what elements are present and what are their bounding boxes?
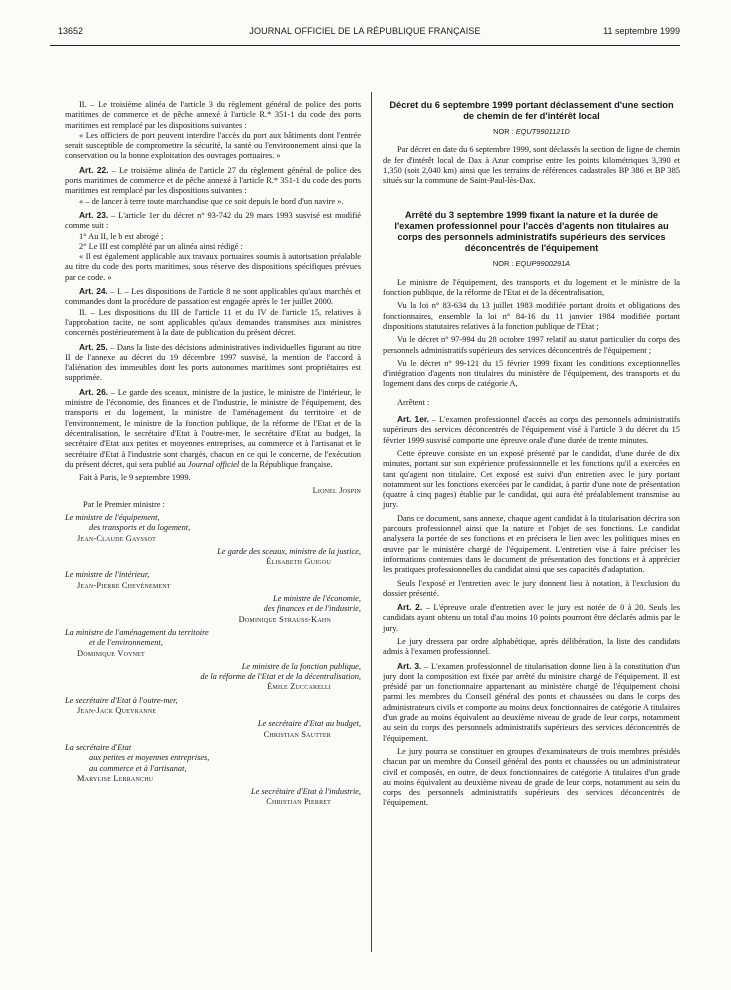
preamble: Le ministre de l'équipement, des transports et du logement et le ministre de la fonction publique, de la réforme de l'Etat et de la décentralisation, (383, 277, 680, 298)
signatory-name: Dominique Strauss-Kahn (238, 614, 331, 624)
article-text: – L'article 1er du décret n° 93-742 du 29 mars 1993 susvisé est modifié comme suit : (65, 210, 361, 231)
signatory-role: Le ministre de la fonction publique, (241, 661, 361, 671)
signature (65, 662, 361, 693)
decree-text: Par décret en date du 6 septembre 1999, sont déclassés la section de ligne de chemin de fer d'intérêt local de Dax à Azur comprise entre les points kilométriques 3,390 et 1,350 (soit 2,040 km) ainsi que les terrains de références cadastrales BP 386 et BP 385 situés sur la commune de Saint-Paul-lès-Dax. (383, 145, 680, 186)
article-label: Art. 1er. (397, 414, 429, 425)
article-text: – L'examen professionnel d'accès au corps des personnels administratifs supérieurs des services déconcentrés de l'équipement visé à l'article 3 du décret du 15 février 1999 susvisé comporte une épreuve orale d'une durée de trente minutes. (383, 415, 680, 445)
article-label: Art. 25. (79, 341, 108, 352)
for-prime-minister: Par le Premier ministre : (83, 499, 165, 509)
article-text: – Dans la liste des décisions administratives individuelles figurant au titre II de l'annexe au décret du 19 décembre 1997 susvisé, la mention de l'accord à l'aliénation des immeubles dont les ports autonomes maritimes sont propriétaires est supprimée. (65, 342, 361, 383)
visa: Vu le décret n° 99-121 du 15 février 1999 fixant les conditions exceptionnelles d'intégration d'agents non titulaires du ministère de l'équipement, des transports et du logement dans des corps de catégorie A, (383, 358, 680, 389)
signatory-name: Jean-Pierre Chevènement (77, 580, 171, 590)
signatory-name: Émile Zuccarelli (267, 682, 331, 692)
article-23 (65, 210, 361, 232)
article-25 (65, 342, 361, 384)
signatory-role: Le secrétaire d'Etat à l'outre-mer, (65, 695, 178, 705)
signatory-role: Le garde des sceaux, ministre de la justice, (217, 546, 361, 556)
signature (65, 570, 361, 591)
signatory-role: La secrétaire d'Etat (65, 742, 132, 752)
signatory-role: aux petites et moyennes entreprises, (89, 753, 210, 763)
page-header (50, 24, 680, 40)
paragraph: Dans ce document, sans annexe, chaque agent candidat à la titularisation décrira son parcours professionnel ainsi que la nature et l'objet de ses fonctions. Le candidat analysera la portée de ses fonctions et en précisera le lien avec les politiques mises en œuvre par le ministère chargé de l'équipement. L'entretien vise à faire préciser les informations contenues dans le document de présentation des fonctions et à apprécier les pratiques professionnelles du candidat ainsi que ses capacités d'adaptation. (383, 513, 680, 575)
prime-minister-signature (65, 486, 361, 496)
article-3 (383, 661, 680, 744)
article-2 (383, 602, 680, 634)
signatory-name: Jean-Claude Gayssot (77, 533, 157, 543)
issue-date: 11 septembre 1999 (603, 26, 680, 36)
journal-reference: Journal officiel (187, 459, 240, 469)
signature (65, 787, 361, 808)
nor-code: EQUP9900291A (515, 259, 571, 269)
nor-label: NOR : (492, 259, 516, 269)
paragraph: Seuls l'exposé et l'entretien avec le jury donnent lieu à notation, à l'exclusion du dossier présenté. (383, 578, 680, 598)
signatory-role: de la réforme de l'Etat et de la décentralisation, (200, 672, 361, 682)
right-column (383, 100, 680, 809)
signatory-role: Le secrétaire d'Etat au budget, (257, 719, 361, 729)
signatory-role: des finances et de l'industrie, (263, 604, 361, 614)
journal-title: JOURNAL OFFICIEL DE LA RÉPUBLIQUE FRANÇAISE (249, 26, 481, 36)
paragraph: Le jury dressera par ordre alphabétique, après délibération, la liste des candidats admis à l'examen professionnel. (383, 636, 680, 657)
paragraph: Cette épreuve consiste en un exposé présenté par le candidat, d'une durée de dix minutes, portant sur son expérience professionnelle et les fonctions qu'il a exercées en tant qu'agent non titulaire. Cet exposé est suivi d'un entretien avec le jury portant notamment sur les fonctions exercées par le candidat, à partir d'une note de présentation (quatre à cinq pages) établie par le candidat, qui aura été préalablement transmise au jury. (383, 448, 680, 510)
nor-code: EQUT9901121D (515, 127, 570, 136)
arretent: Arrêtent : (397, 397, 430, 407)
signatory-role: Le ministre de l'intérieur, (65, 570, 150, 580)
article-label: Art. 26. (79, 386, 109, 397)
signature (65, 513, 361, 544)
article-label: Art. 2. (397, 602, 423, 613)
signature (65, 628, 361, 659)
page-number: 13652 (58, 26, 84, 36)
article-text: – I. – Les dispositions de l'article 8 ne sont applicables qu'aux marchés et commandes dont la procédure de passation est engagée après le 1er juillet 2000. (65, 287, 361, 307)
list-item: « Il est également applicable aux travaux portuaires soumis à autorisation préalable au titre du code des ports maritimes, sous réserve des dispositions spécifiques prévues par ce code. » (65, 252, 361, 282)
signatory-name: Marylise Lebranchu (77, 773, 154, 783)
signatory-role: Le secrétaire d'Etat à l'industrie, (250, 787, 361, 797)
article-label: Art. 23. (79, 209, 109, 220)
signature (65, 547, 361, 568)
signatory-role: et de l'environnement, (89, 638, 163, 648)
signatory-name: Élisabeth Guigou (266, 557, 331, 567)
signature (65, 696, 361, 717)
signatory-name: Christian Pierret (266, 797, 331, 807)
visa: Vu le décret n° 97-994 du 28 octobre 1997 relatif au statut particulier du corps des personnels administratifs supérieurs des services déconcentrés de l'équipement ; (383, 335, 680, 355)
article-22 (65, 165, 361, 197)
done-at: Fait à Paris, le 9 septembre 1999. (79, 473, 191, 483)
article-1 (383, 414, 680, 446)
article-text: – Le troisième alinéa de l'article 27 du règlement général de police des ports maritimes de commerce et de pêche annexé à l'article R.* 351-1 du code des ports maritimes est remplacé par les dispositions suivantes : (65, 165, 361, 196)
nor-reference (383, 259, 680, 269)
article-label: Art. 24. (79, 286, 108, 297)
decree-title: Décret du 6 septembre 1999 portant déclassement d'une section de chemin de fer d'intérêt local (389, 100, 674, 121)
article-22-quote: « – de lancer à terre toute marchandise que ce soit depuis le bord d'un navire ». (79, 196, 344, 206)
list-item: 2° Le III est complété par un alinéa ainsi rédigé : (79, 241, 243, 251)
signatory-name: Jean-Jack Queyranne (77, 706, 157, 716)
article-text: – L'épreuve orale d'entretien avec le jury est notée de 0 à 20. Seuls les candidats ayant obtenu un total d'au moins 10 points pourront être déclarés admis par le jury. (383, 603, 680, 633)
article-24 (65, 286, 361, 308)
signatory-role: des transports et du logement, (89, 523, 191, 533)
nor-label: NOR : (493, 127, 516, 136)
list-item: 1° Au II, le b est abrogé ; (79, 231, 164, 241)
signatory-name: Dominique Voynet (77, 648, 145, 658)
article-24-ii: II. – Les dispositions du III de l'article 11 et du IV de l'article 15, relatives à l'approbation tacite, ne sont applicables qu'aux demandes transmises aux ministres concernés postérieurement à la date de publication du présent décret. (65, 307, 361, 338)
paragraph: « Les officiers de port peuvent interdire l'accès du port aux bâtiments dont l'entrée serait susceptible de compromettre la sécurité, la santé ou l'environnement ainsi que la conservation ou la bonne exploitation des ouvrages portuaires. » (65, 130, 361, 161)
signatory-role: La ministre de l'aménagement du territoire (65, 627, 209, 637)
header-rule (50, 45, 680, 46)
arrete-title: Arrêté du 3 septembre 1999 fixant la nature et la durée de l'examen professionnel pour l'accès d'agents non titulaires au corps des personnels administratifs supérieurs des services déconcentrés de l'équipement (394, 210, 669, 254)
signatory-name: Christian Sautter (263, 729, 331, 739)
article-label: Art. 3. (397, 660, 422, 671)
signature (65, 594, 361, 625)
article-text: de la République française. (239, 459, 333, 469)
paragraph: II. – Le troisième alinéa de l'article 3 du règlement général de police des ports maritimes de commerce et de pêche annexé à l'article R.* 351-1 du code des ports maritimes est remplacé par les dispositions suivantes : (65, 100, 361, 130)
left-column (65, 100, 361, 808)
signatory-role: au commerce et à l'artisanat, (89, 763, 187, 773)
signature-block (65, 513, 361, 808)
article-text: – Le garde des sceaux, ministre de la justice, le ministre de l'intérieur, le ministre de l'économie, des finances et de l'industrie, le ministre de l'équipement, des transports et du logement, la ministre de l'aménagement du territoire et de l'environnement, le ministre de la fonction publique, de la réforme de l'Etat et de la décentralisation, le secrétaire d'Etat à l'outre-mer, le secrétaire d'Etat au budget, la secrétaire d'Etat aux petites et moyennes entreprises, au commerce et à l'artisanat et le secrétaire d'Etat à l'industrie sont chargés, chacun en ce qui le concerne, de l'exécution du présent décret, qui sera publié au (65, 387, 361, 469)
article-text: – L'examen professionnel de titularisation donne lieu à la constitution d'un jury dont la composition est fixée par arrêté du ministre chargé de l'équipement. Il est présidé par un fonctionnaire appartenant au ministère chargé de l'équipement choisi parmi les membres du Conseil général des ponts et chaussées ou dans le corps des administrateurs civils et comporte au moins deux fonctionnaires de catégorie A titulaires d'un grade au moins équivalent au deuxième niveau de grade de leur corps, notamment au sein du corps des personnels administratifs supérieurs des services déconcentrés de l'équipement. (383, 661, 680, 743)
signature (65, 719, 361, 740)
article-label: Art. 22. (79, 164, 109, 175)
nor-reference (383, 127, 680, 137)
visa: Vu la loi n° 83-634 du 13 juillet 1983 modifiée portant droits et obligations des fonctionnaires, ensemble la loi n° 84-16 du 11 janvier 1984 modifiée portant dispositions statutaires relatives à la fonction publique de l'Etat ; (383, 301, 680, 331)
column-divider (371, 92, 372, 952)
signatory-role: Le ministre de l'économie, (272, 594, 361, 604)
signature (65, 743, 361, 784)
article-26 (65, 387, 361, 470)
signatory-name: Lionel Jospin (312, 486, 361, 496)
paragraph: Le jury pourra se constituer en groupes d'examinateurs de trois membres présidés chacun par un membre du Conseil général des ponts et chaussées ou un administrateur civil et composés, en outre, de deux fonctionnaires de catégorie A titulaires d'un grade au moins équivalent au deuxième niveau de grade de leur corps, notamment au sein du corps des personnels administratifs supérieurs des services déconcentrés de l'équipement. (383, 746, 680, 808)
signatory-role: Le ministre de l'équipement, (65, 512, 160, 522)
